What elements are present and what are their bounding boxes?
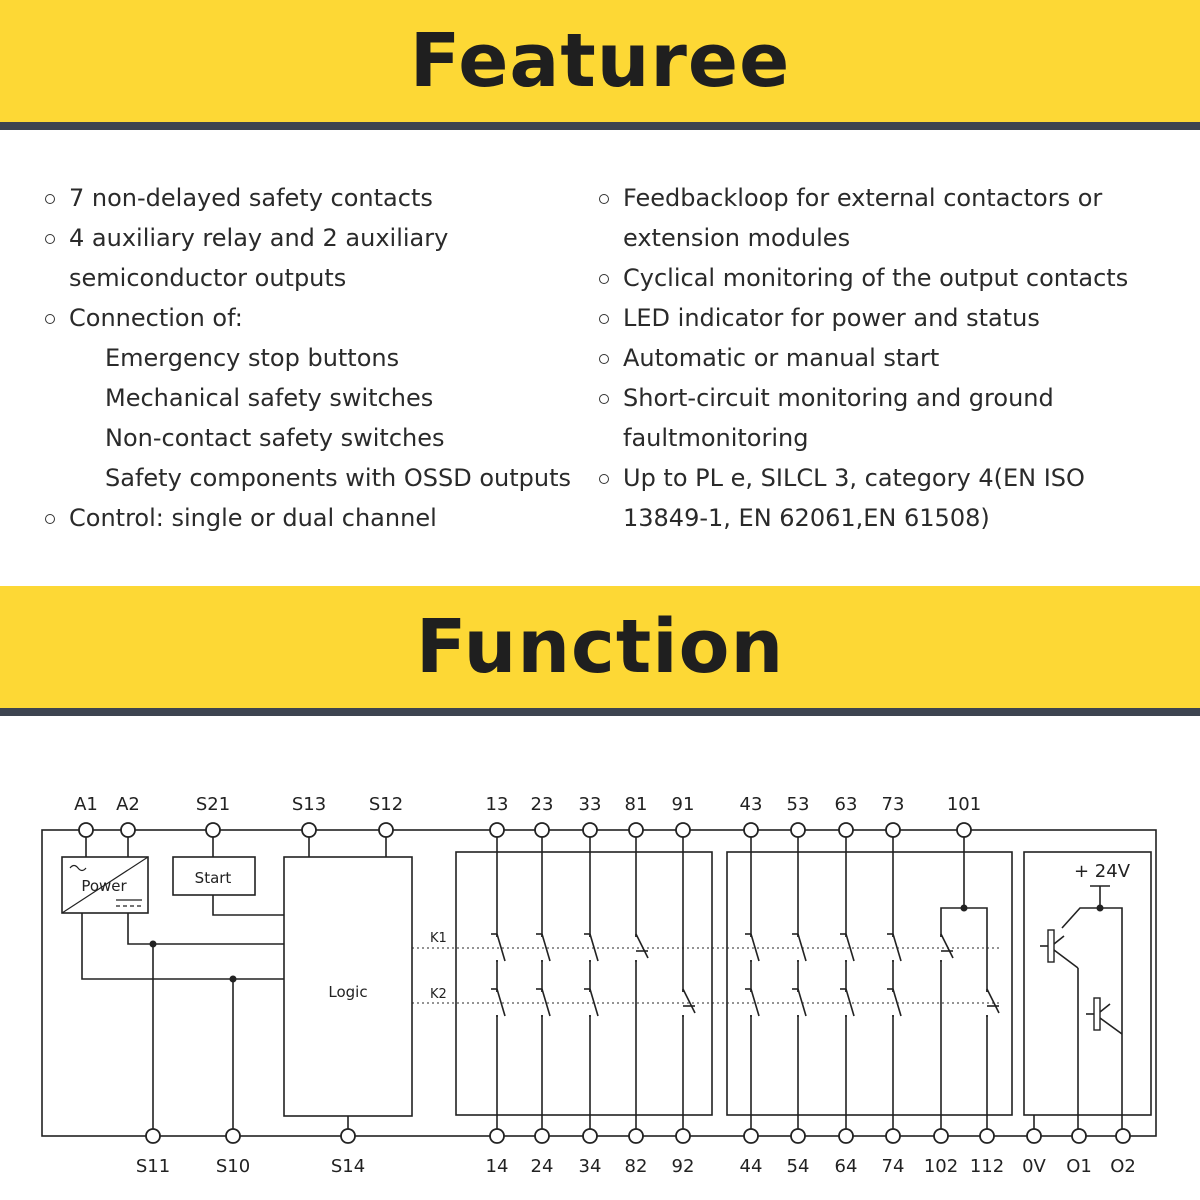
terminal	[121, 823, 135, 837]
terminal	[676, 823, 690, 837]
terminal	[886, 823, 900, 837]
junction-dot	[230, 976, 237, 983]
feature-item: Control: single or dual channel	[44, 498, 589, 538]
feature-subitem: Emergency stop buttons	[105, 344, 400, 372]
terminal	[583, 1129, 597, 1143]
wire	[128, 913, 284, 944]
features-banner	[0, 0, 1200, 130]
terminal-label: 0V	[1022, 1156, 1046, 1177]
terminal-label: 102	[923, 1156, 959, 1177]
wire	[941, 934, 953, 958]
terminal-label: S12	[368, 794, 404, 815]
wire	[893, 989, 901, 1016]
function-title: Function	[415, 604, 785, 690]
terminal-label: 53	[786, 794, 810, 815]
terminal	[379, 823, 393, 837]
terminal-label: 63	[834, 794, 858, 815]
terminal	[79, 823, 93, 837]
terminal	[886, 1129, 900, 1143]
power-label: Power	[81, 877, 127, 895]
features-left-column	[44, 178, 589, 538]
terminal	[490, 823, 504, 837]
relay-k2-label: K2	[430, 987, 447, 1002]
safety-contacts-block	[456, 852, 712, 1115]
feature-item: 7 non-delayed safety contacts	[44, 178, 589, 218]
terminal	[341, 1129, 355, 1143]
terminal	[629, 1129, 643, 1143]
terminal	[839, 1129, 853, 1143]
terminal-label: 13	[485, 794, 509, 815]
wire	[987, 989, 999, 1013]
junction-dot	[961, 905, 968, 912]
ac-symbol	[70, 866, 86, 871]
terminal-label: 44	[739, 1156, 763, 1177]
terminal	[1072, 1129, 1086, 1143]
terminal	[535, 823, 549, 837]
terminal-label: 81	[624, 794, 648, 815]
terminal-label: 33	[578, 794, 602, 815]
terminal-label: S10	[215, 1156, 251, 1177]
terminal-label: 24	[530, 1156, 554, 1177]
terminal	[791, 823, 805, 837]
terminal-label: 112	[969, 1156, 1005, 1177]
wire	[1100, 1018, 1122, 1034]
feature-subitem: Non-contact safety switches	[105, 424, 445, 452]
auxiliary-contacts-block	[727, 852, 1012, 1115]
terminal-label: 73	[881, 794, 905, 815]
start-label: Start	[194, 869, 232, 887]
terminal	[839, 823, 853, 837]
relay-k1-label: K1	[430, 931, 447, 946]
terminal-label: 82	[624, 1156, 648, 1177]
terminal	[1027, 1129, 1041, 1143]
function-wiring-diagram	[0, 760, 1200, 1200]
logic-label: Logic	[328, 983, 368, 1001]
transistor-t1	[1048, 930, 1054, 962]
banner-divider	[0, 122, 1200, 130]
banner-divider	[0, 708, 1200, 716]
terminal-label: O1	[1066, 1156, 1092, 1177]
terminal	[791, 1129, 805, 1143]
terminal-label: 92	[671, 1156, 695, 1177]
terminal	[226, 1129, 240, 1143]
terminal-label: 91	[671, 794, 695, 815]
wire	[590, 934, 598, 961]
features-title: Featuree	[409, 18, 791, 104]
wire	[798, 989, 806, 1016]
features-right-column	[598, 178, 1158, 538]
feature-item: LED indicator for power and status	[598, 298, 1158, 338]
feature-item: 4 auxiliary relay and 2 auxiliary semiconductor outputs	[44, 218, 589, 298]
feature-subitem: Mechanical safety switches	[105, 384, 434, 412]
junction-dot	[1097, 905, 1104, 912]
terminal-label: 43	[739, 794, 763, 815]
terminal	[1116, 1129, 1130, 1143]
wire	[683, 989, 695, 1013]
feature-subitem: Safety components with OSSD outputs	[105, 464, 571, 492]
transistor-t2	[1094, 998, 1100, 1030]
feature-item: Feedbackloop for external contactors or extension modules	[598, 178, 1158, 258]
terminal	[744, 823, 758, 837]
wire	[1054, 950, 1078, 968]
wire	[1054, 936, 1064, 944]
feature-item: Cyclical monitoring of the output contacts	[598, 258, 1158, 298]
terminal-label: 54	[786, 1156, 810, 1177]
terminal-label: 23	[530, 794, 554, 815]
terminal-label: 101	[946, 794, 982, 815]
wire	[82, 913, 284, 979]
terminal	[744, 1129, 758, 1143]
terminal-label: A2	[116, 794, 140, 815]
wire	[1100, 1004, 1110, 1012]
wire	[213, 895, 284, 915]
wire	[1062, 908, 1100, 928]
feature-item: Connection of:	[44, 298, 589, 338]
terminal	[980, 1129, 994, 1143]
terminal	[583, 823, 597, 837]
terminal-label: 14	[485, 1156, 509, 1177]
terminal	[629, 823, 643, 837]
terminal-label: 64	[834, 1156, 858, 1177]
terminal-label: 74	[881, 1156, 905, 1177]
terminal-label: A1	[74, 794, 98, 815]
wire	[590, 989, 598, 1016]
terminal-label: S13	[291, 794, 327, 815]
terminal	[146, 1129, 160, 1143]
wire	[636, 934, 648, 958]
terminal	[490, 1129, 504, 1143]
function-banner	[0, 586, 1200, 716]
terminal-label: S11	[135, 1156, 171, 1177]
feature-item: Up to PL e, SILCL 3, category 4(EN ISO 13849-1, EN 62061,EN 61508)	[598, 458, 1158, 538]
supply-label: + 24V	[1074, 861, 1131, 882]
semiconductor-block	[1024, 852, 1151, 1115]
feature-item: Short-circuit monitoring and ground faultmonitoring	[598, 378, 1158, 458]
terminal	[535, 1129, 549, 1143]
terminal-label: S21	[195, 794, 231, 815]
terminal	[957, 823, 971, 837]
wire	[893, 934, 901, 961]
terminal	[302, 823, 316, 837]
wire	[941, 908, 987, 992]
terminal	[676, 1129, 690, 1143]
terminal	[206, 823, 220, 837]
feature-item: Automatic or manual start	[598, 338, 1158, 378]
terminal	[934, 1129, 948, 1143]
wire	[1100, 908, 1122, 1129]
terminal-label: O2	[1110, 1156, 1136, 1177]
wire	[798, 934, 806, 961]
terminal-label: 34	[578, 1156, 602, 1177]
junction-dot	[150, 941, 157, 948]
terminal-label: S14	[330, 1156, 366, 1177]
